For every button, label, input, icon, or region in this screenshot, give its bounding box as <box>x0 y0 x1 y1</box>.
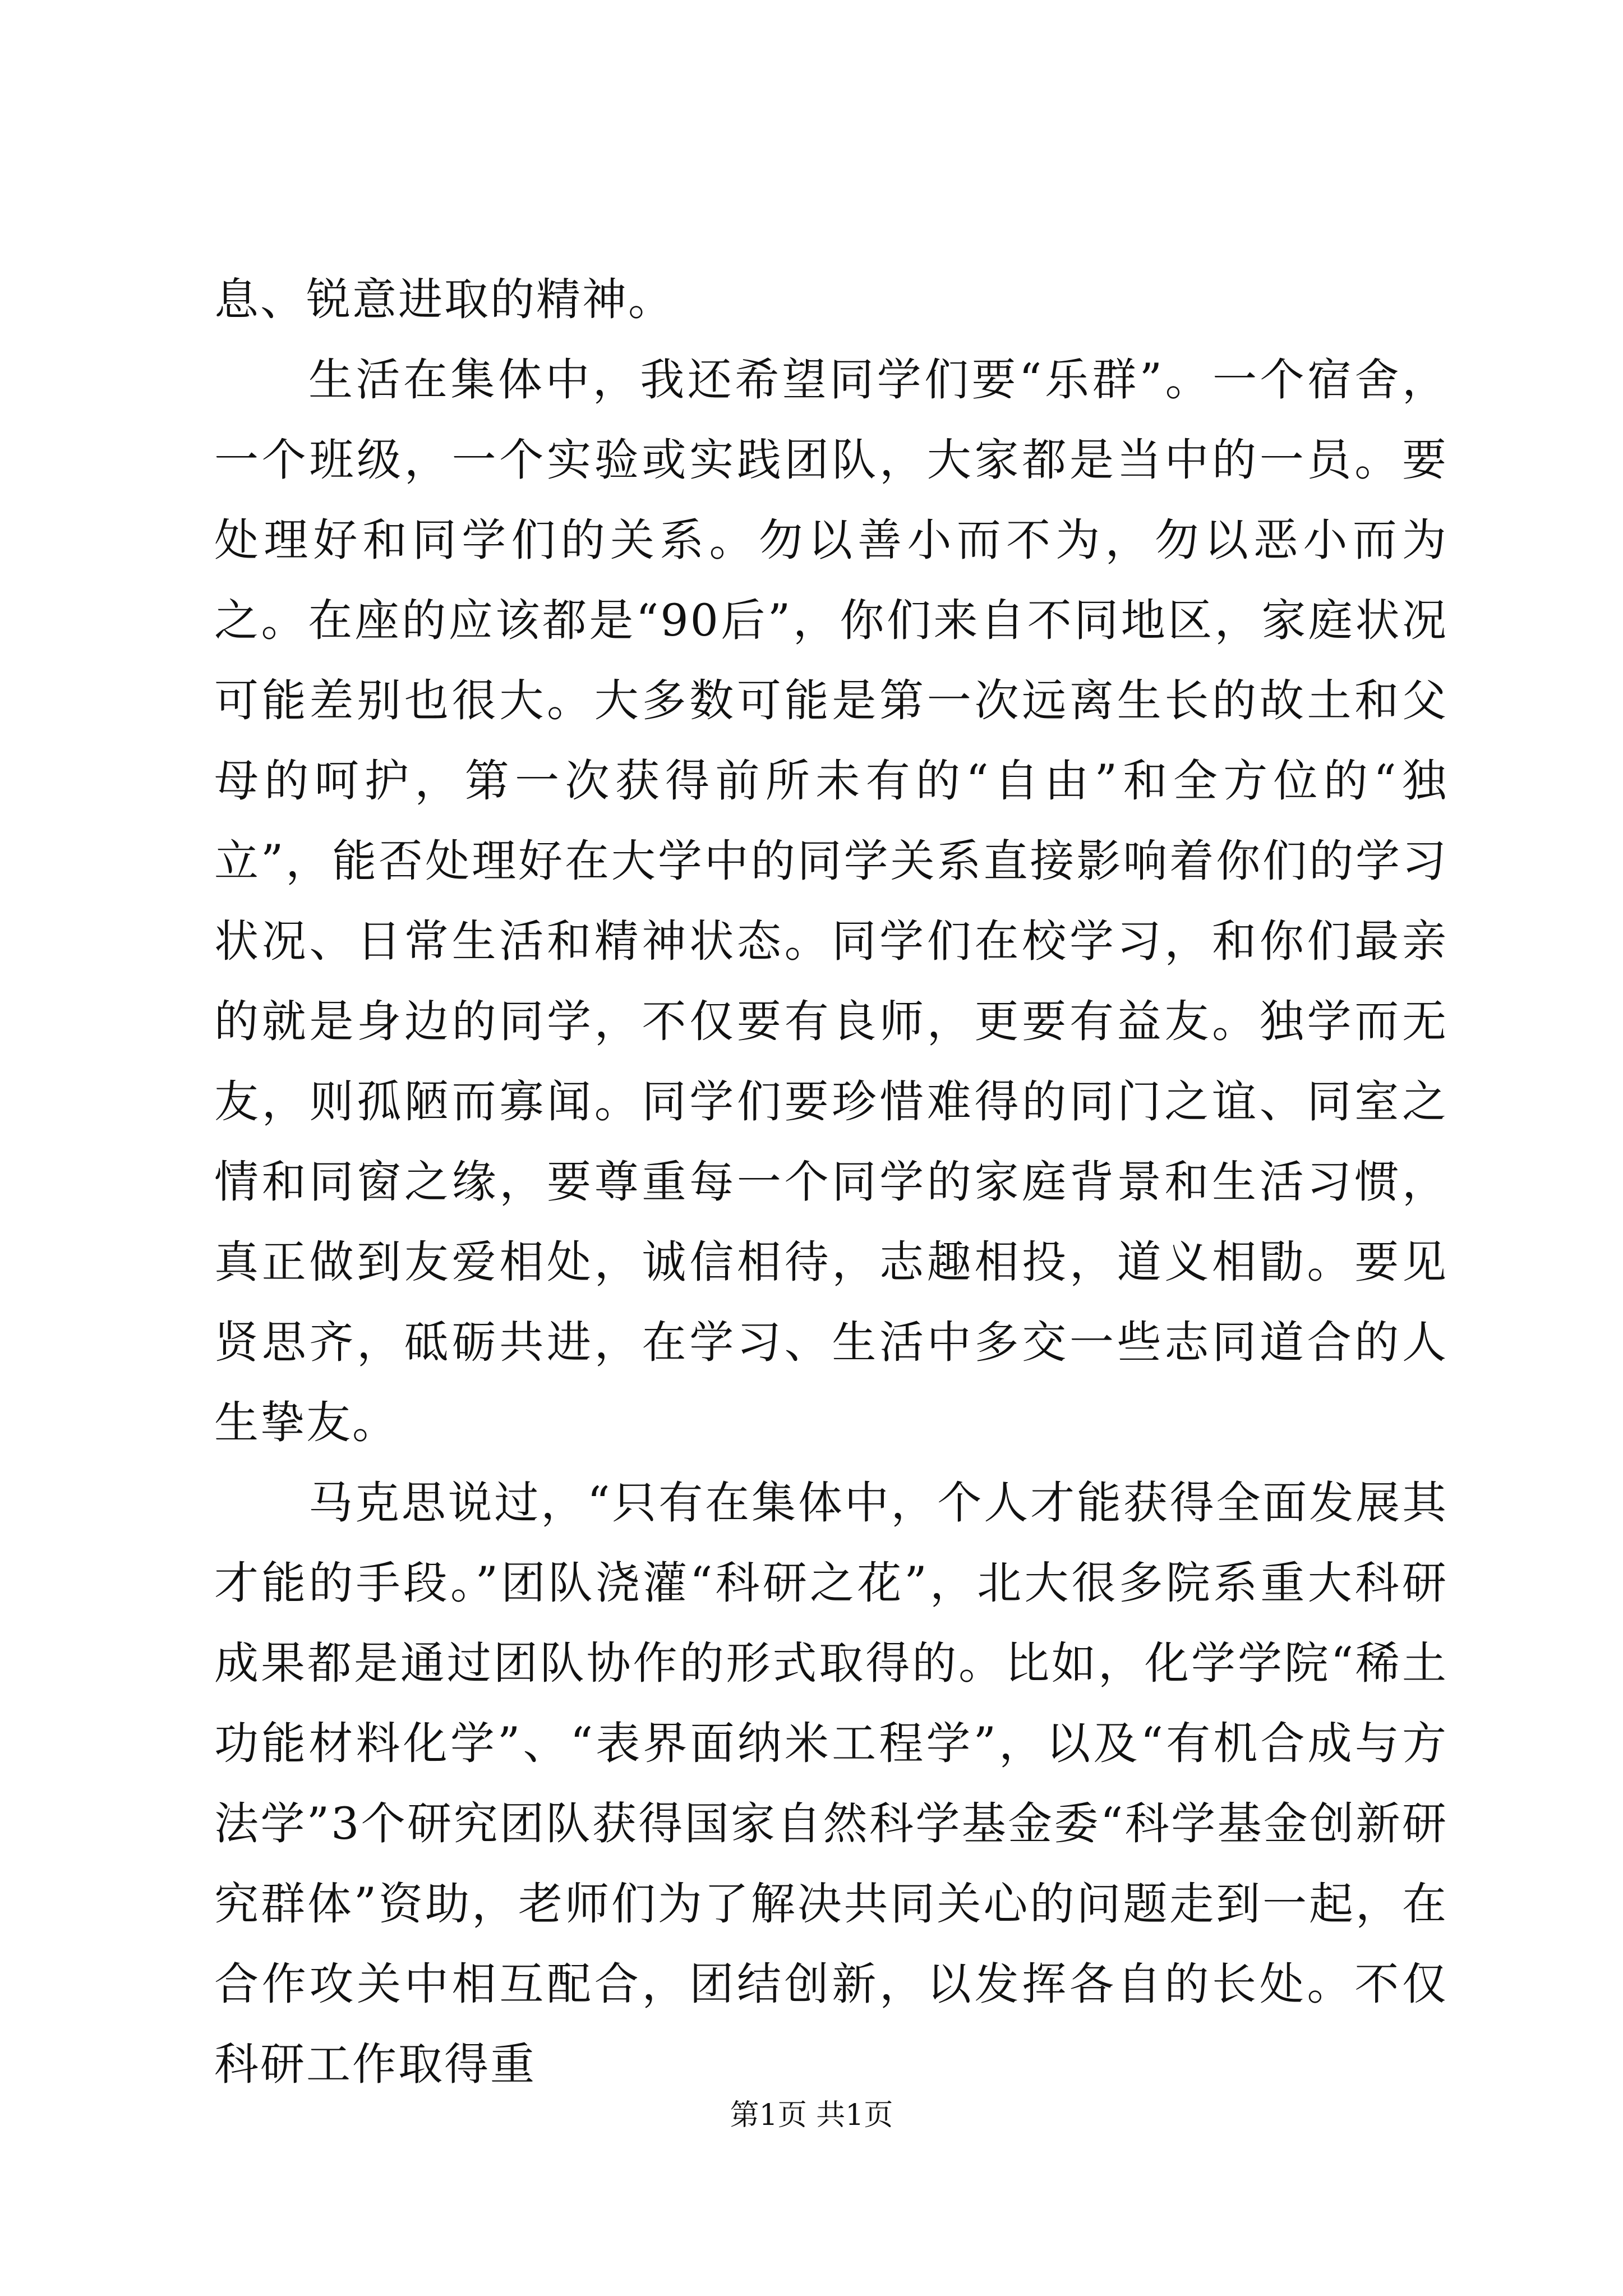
paragraph-continuation: 息、锐意进取的精神。 <box>214 274 674 325</box>
paragraph-group-harmony: 生活在集体中，我还希望同学们要“乐群”。一个宿舍，一个班级，一个实验或实践团队，大家都是当中的一员。要处理好和同学们的关系。勿以善小而不为，勿以恶小而为之。在座的应该都是“90后”，你们来自不同地区，家庭状况可能差别也很大。大多数可能是第一次远离生长的故土和父母的呵护，第一次获得前所未有的“自由”和全方位的“独立”，能否处理好在大学中的同学关系直接影响着你们的学习状况、日常生活和精神状态。同学们在校学习，和你们最亲的就是身边的同学，不仅要有良师，更要有益友。独学而无友，则孤陋而寡闻。同学们要珍惜难得的同门之谊、同室之情和同窗之缘，要尊重每一个同学的家庭背景和生活习惯，真正做到友爱相处，诚信相待，志趣相投，道义相勖。要见贤思齐，砥砺共进，在学习、生活中多交一些志同道合的人生挚友。 <box>214 354 1448 1448</box>
paragraph-marx-quote: 马克思说过，“只有在集体中，个人才能获得全面发展其才能的手段。”团队浇灌“科研之花”，北大很多院系重大科研成果都是通过团队协作的形式取得的。比如，化学学院“稀土功能材料化学”、“表界面纳米工程学”，以及“有机合成与方法学”3个研究团队获得国家自然科学基金委“科学基金创新研究群体”资助，老师们为了解决共同关心的问题走到一起，在合作攻关中相互配合，团结创新，以发挥各自的长处。不仅科研工作取得重 <box>214 1477 1448 2090</box>
page-footer: 第1页 共1页 <box>730 2099 893 2132</box>
document-body <box>214 260 1448 2105</box>
